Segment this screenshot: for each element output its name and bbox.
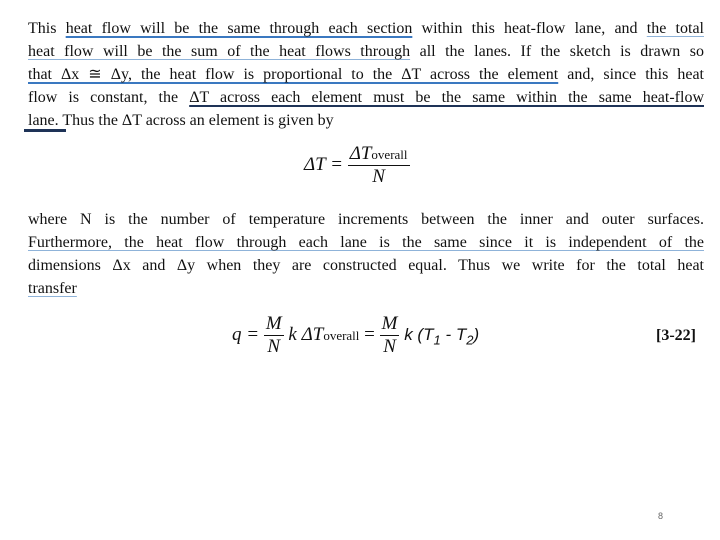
paragraph-total-heat (28, 208, 704, 300)
p1-line-4 (28, 86, 704, 109)
eq2-frac2-num: M (381, 313, 398, 334)
eq2-lhs: q = (232, 323, 260, 345)
p1-line-1 (28, 17, 704, 40)
p1-line-3 (28, 63, 704, 86)
eq1-numerator (348, 143, 410, 166)
p1-line-5 (28, 109, 704, 132)
p1-l1-d: the total (646, 20, 704, 37)
eq2-hw-t2: 2 (466, 332, 474, 348)
eq2-equals: = (364, 323, 375, 345)
p2-line-3: dimensions Δx and Δy when they are constructed equal. Thus we write for the total heat (28, 257, 704, 274)
p2-line-4: transfer (28, 280, 77, 297)
p2-line-2: Furthermore, the heat flow through each lane is the same since it is independent of the (28, 234, 704, 251)
p1-l3-b: and, since this heat (558, 66, 704, 83)
equation-total-heat-transfer (232, 313, 479, 358)
p1-l3-a: that Δx ≅ Δy, the heat flow is proportional to the ΔT across the element (28, 66, 559, 83)
eq2-hw-a: k (T (404, 324, 434, 344)
eq2-middle: k ΔT (288, 323, 324, 345)
eq2-hw-t1: 1 (433, 332, 441, 348)
p1-l2-a: heat flow will be the sum of the heat flows through (28, 43, 411, 60)
eq2-frac2-den: N (383, 336, 396, 357)
eq1-num-sub: overall (371, 147, 408, 162)
p1-l4-b: ΔT across each element must be the same within the same heat-flow (189, 89, 704, 106)
p1-l2-b: all the lanes. If the sketch is drawn so (410, 43, 705, 60)
eq2-middle-sub: overall (323, 327, 360, 343)
p1-l5-a: lane. (28, 112, 59, 129)
eq2-frac1-den: N (267, 336, 281, 357)
p2-line-1: where N is the number of temperature increments between the inner and outer surfaces. (28, 211, 704, 228)
equation-number: [3-22] (656, 327, 696, 344)
eq2-fraction-1 (264, 313, 284, 358)
p1-l4-a: flow is constant, the (28, 89, 190, 106)
eq2-hw-c: ) (473, 324, 480, 344)
eq2-hw-b: - T (440, 324, 467, 344)
eq1-num-text: ΔT (349, 143, 372, 164)
paragraph-heat-flow-lane (28, 17, 704, 132)
annotation-underline-mark (24, 129, 66, 132)
eq1-lhs: ΔT = (304, 153, 343, 175)
eq1-denominator: N (372, 166, 385, 187)
eq1-fraction (348, 143, 410, 188)
p1-l1-b: heat flow will be the same through each section (65, 20, 413, 37)
eq2-fraction-2 (380, 313, 400, 358)
p1-l1-a: This (28, 20, 66, 37)
equation-delta-t (304, 143, 410, 188)
eq2-handwritten-term (404, 324, 480, 348)
page-number: 8 (658, 511, 664, 521)
p1-l1-c: within this heat-flow lane, and (412, 20, 647, 37)
p1-line-2 (28, 40, 704, 63)
p1-l5-b: Thus the ΔT across an element is given by (58, 112, 334, 129)
eq2-frac1-num: M (265, 313, 282, 334)
